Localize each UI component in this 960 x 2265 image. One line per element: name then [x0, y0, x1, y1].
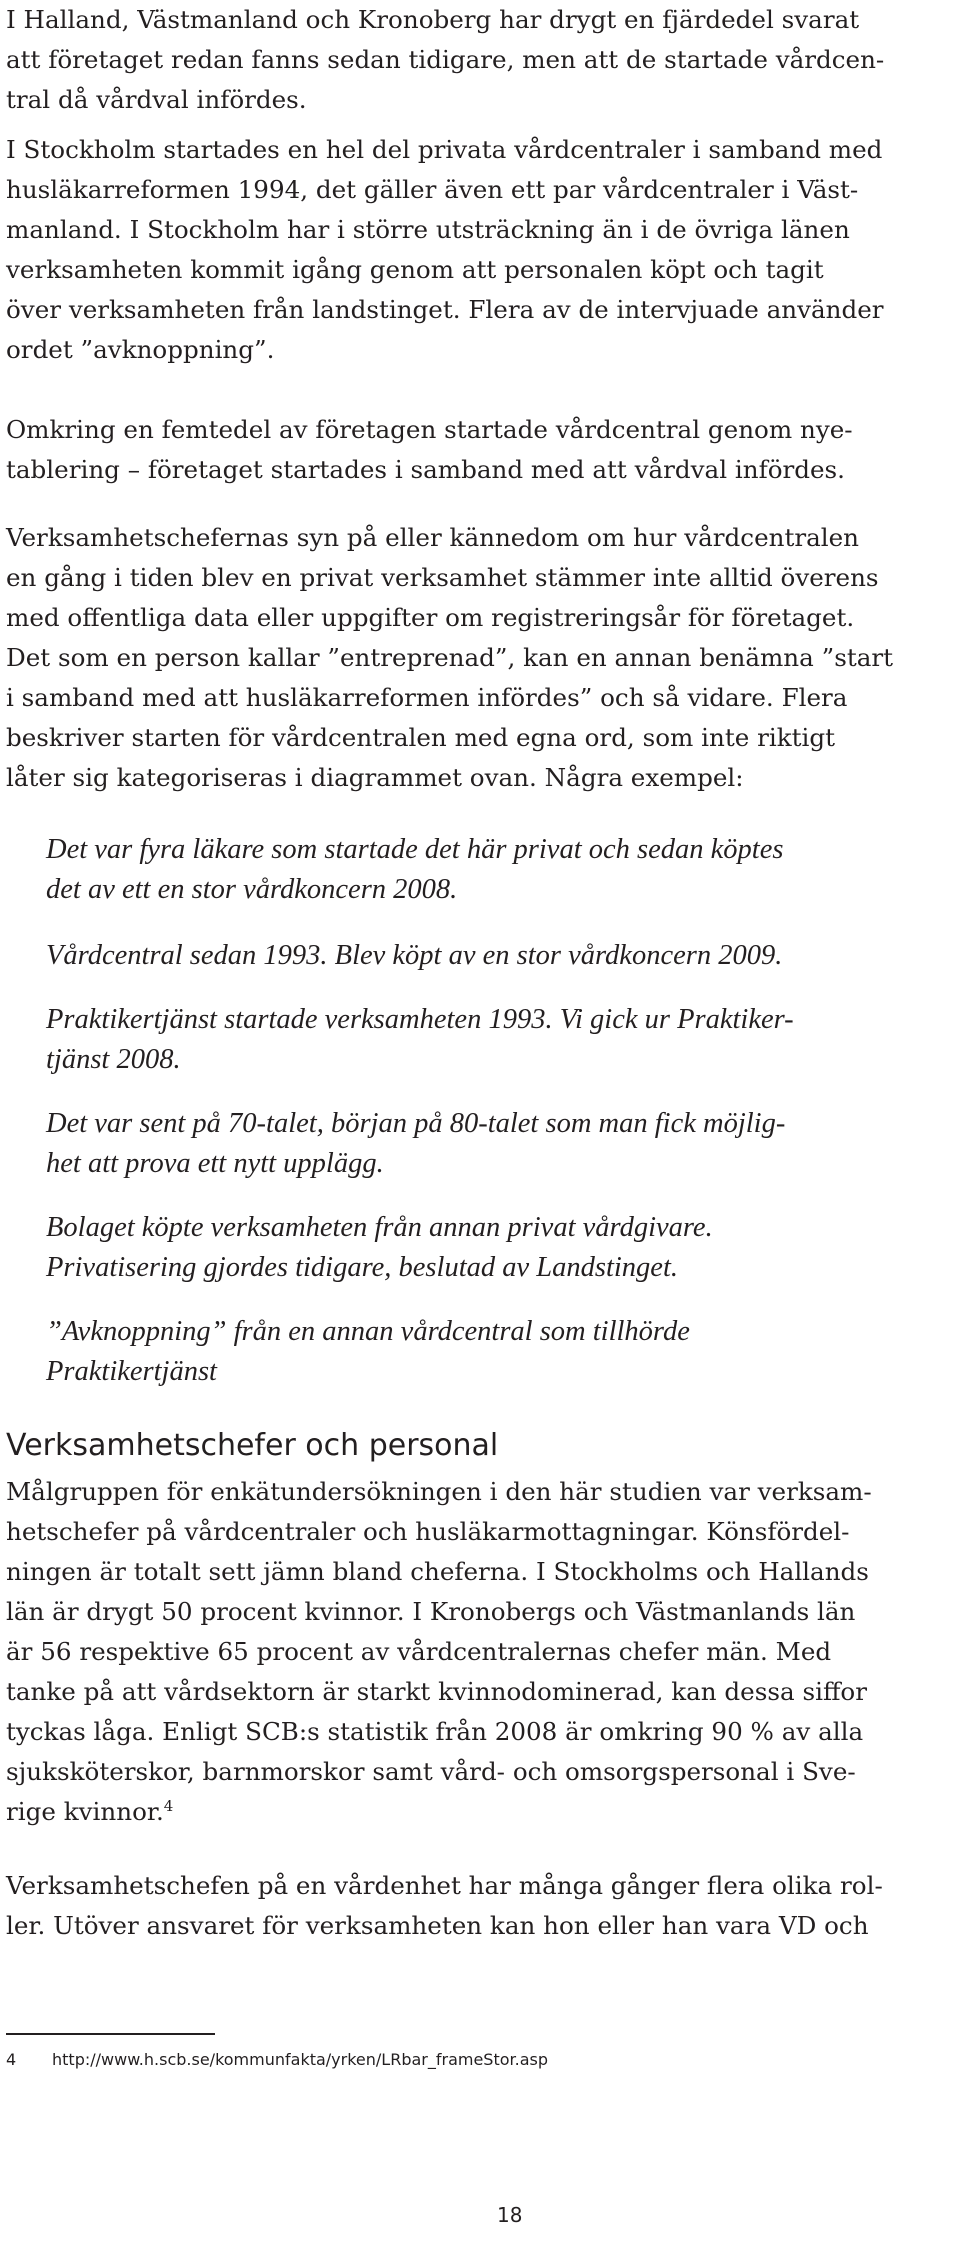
section-heading-text: Verksamhetschefer och personal	[6, 1428, 499, 1463]
quote-4	[46, 1104, 946, 1184]
text-line: Verksamhetschefernas syn på eller kännedom om hur vårdcentralen	[6, 523, 860, 552]
page-number: 18	[497, 2203, 523, 2227]
footnote-divider	[6, 2033, 215, 2035]
quote-line: det av ett en stor vårdkoncern 2008.	[46, 874, 458, 905]
paragraph-5	[6, 1472, 951, 1832]
paragraph-2	[6, 130, 951, 370]
quote-line: Praktikertjänst	[46, 1356, 217, 1387]
text-line: tablering – företaget startades i samband med att vårdval infördes.	[6, 455, 845, 484]
quote-line: Det var fyra läkare som startade det här privat och sedan köptes	[46, 834, 784, 865]
text-line: sjuksköterskor, barnmorskor samt vård- och omsorgspersonal i Sve-	[6, 1757, 856, 1786]
text-line	[6, 1792, 951, 1832]
text-line: I Stockholm startades en hel del privata vårdcentraler i samband med	[6, 135, 883, 164]
text-line: Målgruppen för enkätundersökningen i den här studien var verksam-	[6, 1477, 872, 1506]
quote-3	[46, 1000, 946, 1080]
paragraph-4	[6, 518, 951, 798]
text-line: låter sig kategoriseras i diagrammet ovan. Några exempel:	[6, 763, 744, 792]
quote-1	[46, 830, 946, 910]
text-line: län är drygt 50 procent kvinnor. I Kronobergs och Västmanlands län	[6, 1597, 856, 1626]
footnote	[6, 2048, 548, 2072]
footnote-link[interactable]: http://www.h.scb.se/kommunfakta/yrken/LRbar_frameStor.asp	[52, 2050, 549, 2069]
quote-5	[46, 1208, 946, 1288]
text-line: Omkring en femtedel av företagen startade vårdcentral genom nye-	[6, 415, 853, 444]
paragraph-3	[6, 410, 951, 490]
text-line: tral då vårdval infördes.	[6, 85, 307, 114]
text-line: en gång i tiden blev en privat verksamhet stämmer inte alltid överens	[6, 563, 879, 592]
quote-line: tjänst 2008.	[46, 1044, 181, 1075]
text-line: ningen är totalt sett jämn bland cheferna. I Stockholms och Hallands	[6, 1557, 869, 1586]
paragraph-6	[6, 1866, 951, 1946]
text-line: över verksamheten från landstinget. Flera av de intervjuade använder	[6, 295, 884, 324]
quote-2	[46, 936, 946, 976]
text-line: hetschefer på vårdcentraler och husläkarmottagningar. Könsfördel-	[6, 1517, 850, 1546]
text-line: Verksamhetschefen på en vårdenhet har många gånger flera olika rol-	[6, 1871, 883, 1900]
text-line: beskriver starten för vårdcentralen med egna ord, som inte riktigt	[6, 723, 835, 752]
footnote-number: 4	[6, 2050, 17, 2069]
text-line: med offentliga data eller uppgifter om registreringsår för företaget.	[6, 603, 855, 632]
quote-line: het att prova ett nytt upplägg.	[46, 1148, 384, 1179]
quote-line: Det var sent på 70-talet, början på 80-talet som man fick möjlig-	[46, 1108, 786, 1139]
text-line: verksamheten kommit igång genom att personalen köpt och tagit	[6, 255, 824, 284]
text-line: tyckas låga. Enligt SCB:s statistik från 2008 är omkring 90 % av alla	[6, 1717, 864, 1746]
text-line: är 56 respektive 65 procent av vårdcentralernas chefer män. Med	[6, 1637, 832, 1666]
quote-6	[46, 1312, 946, 1392]
text-line: husläkarreformen 1994, det gäller även ett par vårdcentraler i Väst-	[6, 175, 859, 204]
quote-line: Vårdcentral sedan 1993. Blev köpt av en stor vårdkoncern 2009.	[46, 940, 783, 971]
text-line: Det som en person kallar ”entreprenad”, kan en annan benämna ”start	[6, 643, 894, 672]
section-heading	[6, 1426, 951, 1466]
paragraph-1	[6, 0, 951, 120]
quote-line: Privatisering gjordes tidigare, beslutad av Landstinget.	[46, 1252, 678, 1283]
text-line: tanke på att vårdsektorn är starkt kvinnodominerad, kan dessa siffor	[6, 1677, 867, 1706]
text-line: I Halland, Västmanland och Kronoberg har drygt en fjärdedel svarat	[6, 5, 860, 34]
text-line: ordet ”avknoppning”.	[6, 335, 275, 364]
footnote-reference[interactable]: 4	[163, 1797, 174, 1815]
text-line: att företaget redan fanns sedan tidigare, men att de startade vårdcen-	[6, 45, 885, 74]
text-line: ler. Utöver ansvaret för verksamheten kan hon eller han vara VD och	[6, 1911, 869, 1940]
text-line: manland. I Stockholm har i större utsträckning än i de övriga länen	[6, 215, 850, 244]
quote-line: Bolaget köpte verksamheten från annan privat vårdgivare.	[46, 1212, 713, 1243]
text-line: i samband med att husläkarreformen infördes” och så vidare. Flera	[6, 683, 848, 712]
quote-line: Praktikertjänst startade verksamheten 1993. Vi gick ur Praktiker-	[46, 1004, 794, 1035]
quote-line: ”Avknoppning” från en annan vårdcentral som tillhörde	[46, 1316, 690, 1347]
text-fragment: rige kvinnor.	[6, 1797, 164, 1826]
